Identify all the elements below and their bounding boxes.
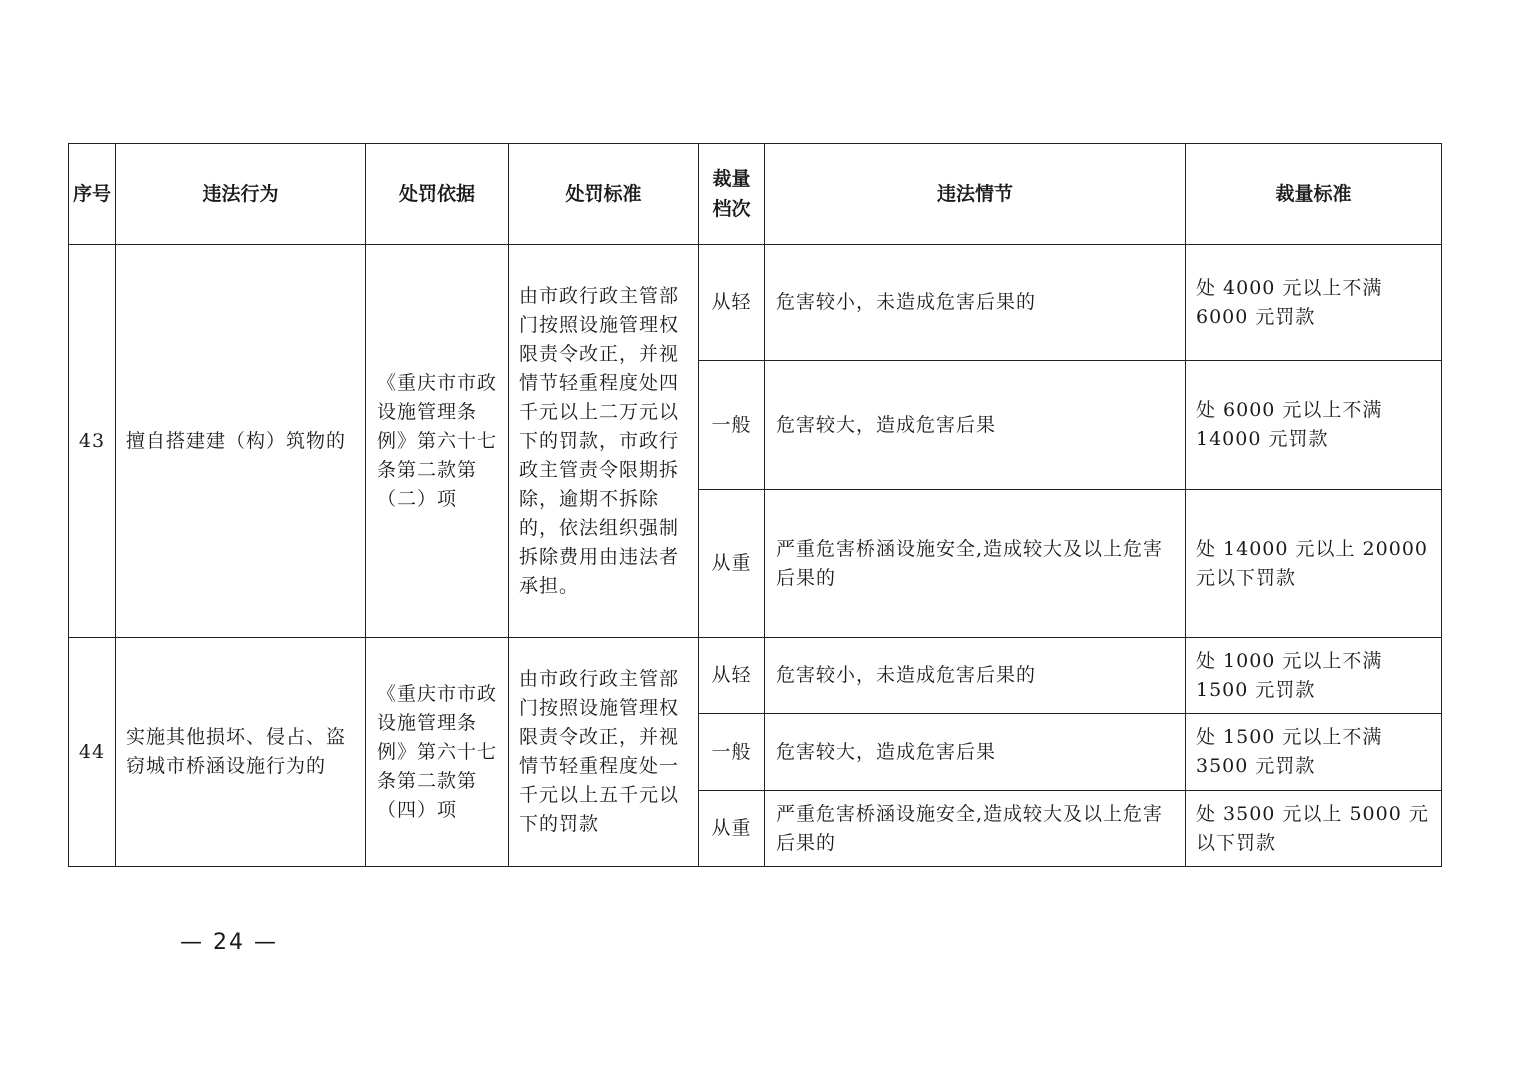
circumstance: 危害较小，未造成危害后果的 — [765, 638, 1186, 714]
violation-act: 实施其他损坏、侵占、盗窃城市桥涵设施行为的 — [116, 638, 366, 867]
circumstance: 严重危害桥涵设施安全,造成较大及以上危害后果的 — [765, 490, 1186, 638]
circumstance: 危害较大，造成危害后果 — [765, 361, 1186, 490]
level-light: 从轻 — [699, 638, 765, 714]
violation-act: 擅自搭建建（构）筑物的 — [116, 245, 366, 638]
header-row — [69, 144, 1442, 245]
page-number: — 24 — — [180, 930, 278, 955]
row-number: 43 — [69, 245, 116, 638]
row-number: 44 — [69, 638, 116, 867]
penalty-amount: 处 1500 元以上不满 3500 元罚款 — [1186, 714, 1442, 791]
header-amount: 裁量标准 — [1186, 144, 1442, 245]
legal-basis: 《重庆市市政设施管理条例》第六十七条第二款第（二）项 — [366, 245, 509, 638]
penalty-amount: 处 1000 元以上不满 1500 元罚款 — [1186, 638, 1442, 714]
header-act: 违法行为 — [116, 144, 366, 245]
level-heavy: 从重 — [699, 791, 765, 867]
penalty-amount: 处 6000 元以上不满 14000 元罚款 — [1186, 361, 1442, 490]
table-row — [69, 638, 1442, 714]
circumstance: 危害较小，未造成危害后果的 — [765, 245, 1186, 361]
penalty-amount: 处 14000 元以上 20000 元以下罚款 — [1186, 490, 1442, 638]
header-standard: 处罚标准 — [509, 144, 699, 245]
level-heavy: 从重 — [699, 490, 765, 638]
circumstance: 严重危害桥涵设施安全,造成较大及以上危害后果的 — [765, 791, 1186, 867]
penalty-standard: 由市政行政主管部门按照设施管理权限责令改正，并视情节轻重程度处四千元以上二万元以下的罚款，市政行政主管责令限期拆除，逾期不拆除的，依法组织强制拆除费用由违法者承担。 — [509, 245, 699, 638]
header-level: 裁量档次 — [699, 144, 765, 245]
circumstance: 危害较大，造成危害后果 — [765, 714, 1186, 791]
header-no: 序号 — [69, 144, 116, 245]
level-normal: 一般 — [699, 714, 765, 791]
level-light: 从轻 — [699, 245, 765, 361]
penalty-amount: 处 3500 元以上 5000 元以下罚款 — [1186, 791, 1442, 867]
table-row — [69, 245, 1442, 361]
penalty-table — [68, 143, 1442, 867]
level-normal: 一般 — [699, 361, 765, 490]
penalty-standard: 由市政行政主管部门按照设施管理权限责令改正，并视情节轻重程度处一千元以上五千元以下的罚款 — [509, 638, 699, 867]
legal-basis: 《重庆市市政设施管理条例》第六十七条第二款第（四）项 — [366, 638, 509, 867]
header-circumstance: 违法情节 — [765, 144, 1186, 245]
penalty-amount: 处 4000 元以上不满 6000 元罚款 — [1186, 245, 1442, 361]
header-basis: 处罚依据 — [366, 144, 509, 245]
